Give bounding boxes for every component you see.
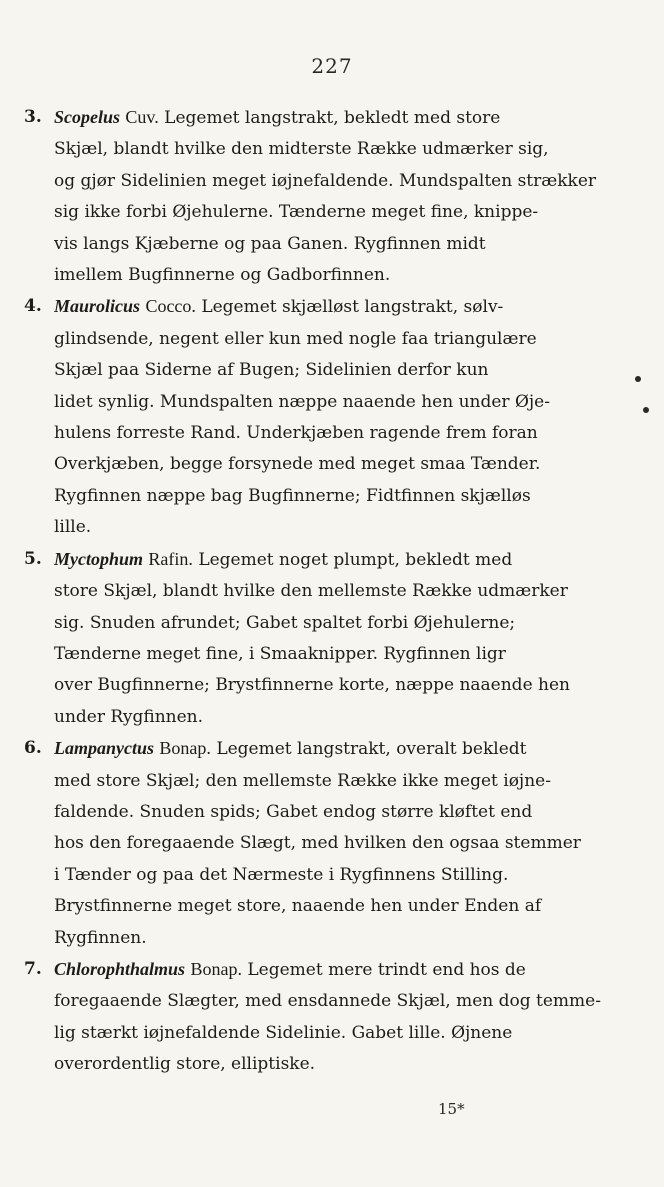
entry-text-line: over Bugfinnerne; Brystfinnerne korte, næppe naaende hen [54,675,570,696]
genus-entry [24,102,636,291]
entry-text-line: lig stærkt iøjnefaldende Sidelinie. Gabet lille. Øjnene [54,1022,513,1043]
page-number: 227 [311,54,353,78]
entry-number: 7. [24,958,42,979]
entry-text: Legemet skjælløst langstrakt, sølv- [201,297,504,318]
genus-author: Bonap. [159,738,211,759]
entry-text-line: foregaaende Slægter, med ensdannede Skjæl, men dog temme- [54,991,601,1012]
entry-text-line: Overkjæben, begge forsynede med meget smaa Tænder. [54,454,541,475]
margin-speck [635,376,641,382]
entry-text-line: faldende. Snuden spids; Gabet endog større kløftet end [54,801,533,822]
genus-entry [24,291,636,543]
genus-author: Cuv. [125,107,159,127]
genus-author: Cocco. [145,296,196,317]
genus-entry [24,544,636,733]
entry-text-line: under Rygfinnen. [54,706,204,727]
entry-text-line: Brystfinnerne meget store, naaende hen under Enden af [54,896,542,917]
genus-name: Scopelus [54,107,121,127]
entry-text: Legemet noget plumpt, bekledt med [198,549,513,570]
entry-first-line [54,733,636,765]
entry-text-line: lidet synlig. Mundspalten næppe naaende hen under Øje- [54,391,550,412]
entry-first-line [54,954,636,986]
genus-name: Lampanyctus [54,738,155,759]
entry-text-line: Rygfinnen næppe bag Bugfinnerne; Fidtfinnen skjælløs [54,485,531,506]
margin-speck [643,407,649,413]
entry-first-line [54,544,636,576]
entry-text-line: Skjæl, blandt hvilke den midterste Række udmærker sig, [54,139,549,160]
entry-text-line: hulens forreste Rand. Underkjæben ragende frem foran [54,423,538,444]
entry-text: Legemet langstrakt, overalt bekledt [216,739,527,760]
entry-text-line: vis langs Kjæberne og paa Ganen. Rygfinnen midt [54,233,486,254]
entry-text-line: overordentlig store, elliptiske. [54,1054,316,1075]
entry-text-line: i Tænder og paa det Nærmeste i Rygfinnens Stilling. [54,864,509,885]
genus-author: Bonap. [190,958,242,979]
genus-entry [24,954,636,1081]
entry-text: Legemet langstrakt, bekledt med store [164,108,501,128]
signature-mark: 15* [438,1100,465,1118]
genus-entries [24,102,636,1081]
entry-number: 4. [24,296,42,317]
entry-text-line: sig. Snuden afrundet; Gabet spaltet forbi Øjehulerne; [54,612,516,633]
entry-number: 6. [24,738,42,759]
entry-number: 3. [24,107,42,127]
entry-text-line: Tænderne meget fine, i Smaaknipper. Rygfinnen ligr [54,643,506,664]
genus-name: Maurolicus [54,296,141,317]
entry-text-line: hos den foregaaende Slægt, med hvilken den ogsaa stemmer [54,833,581,854]
entry-first-line [54,102,636,134]
entry-first-line [54,291,636,323]
genus-name: Myctophum [54,548,144,569]
entry-number: 5. [24,548,42,569]
genus-entry [24,733,636,954]
entry-text: Legemet mere trindt end hos de [247,959,526,980]
entry-text-line: Skjæl paa Siderne af Bugen; Sidelinien derfor kun [54,360,489,381]
entry-text-line: sig ikke forbi Øjehulerne. Tænderne meget fine, knippe- [54,202,539,223]
genus-name: Chlorophthalmus [54,958,186,979]
entry-text-line: glindsende, negent eller kun med nogle faa triangulære [54,328,537,349]
entry-text-line: imellem Bugfinnerne og Gadborfinnen. [54,265,391,286]
entry-text-line: Rygfinnen. [54,927,147,948]
entry-text-line: med store Skjæl; den mellemste Række ikke meget iøjne- [54,770,551,791]
entry-text-line: lille. [54,517,92,538]
entry-text-line: og gjør Sidelinien meget iøjnefaldende. Mundspalten strækker [54,170,597,191]
entry-text-line: store Skjæl, blandt hvilke den mellemste Række udmærker [54,581,568,602]
genus-author: Rafin. [148,548,193,569]
